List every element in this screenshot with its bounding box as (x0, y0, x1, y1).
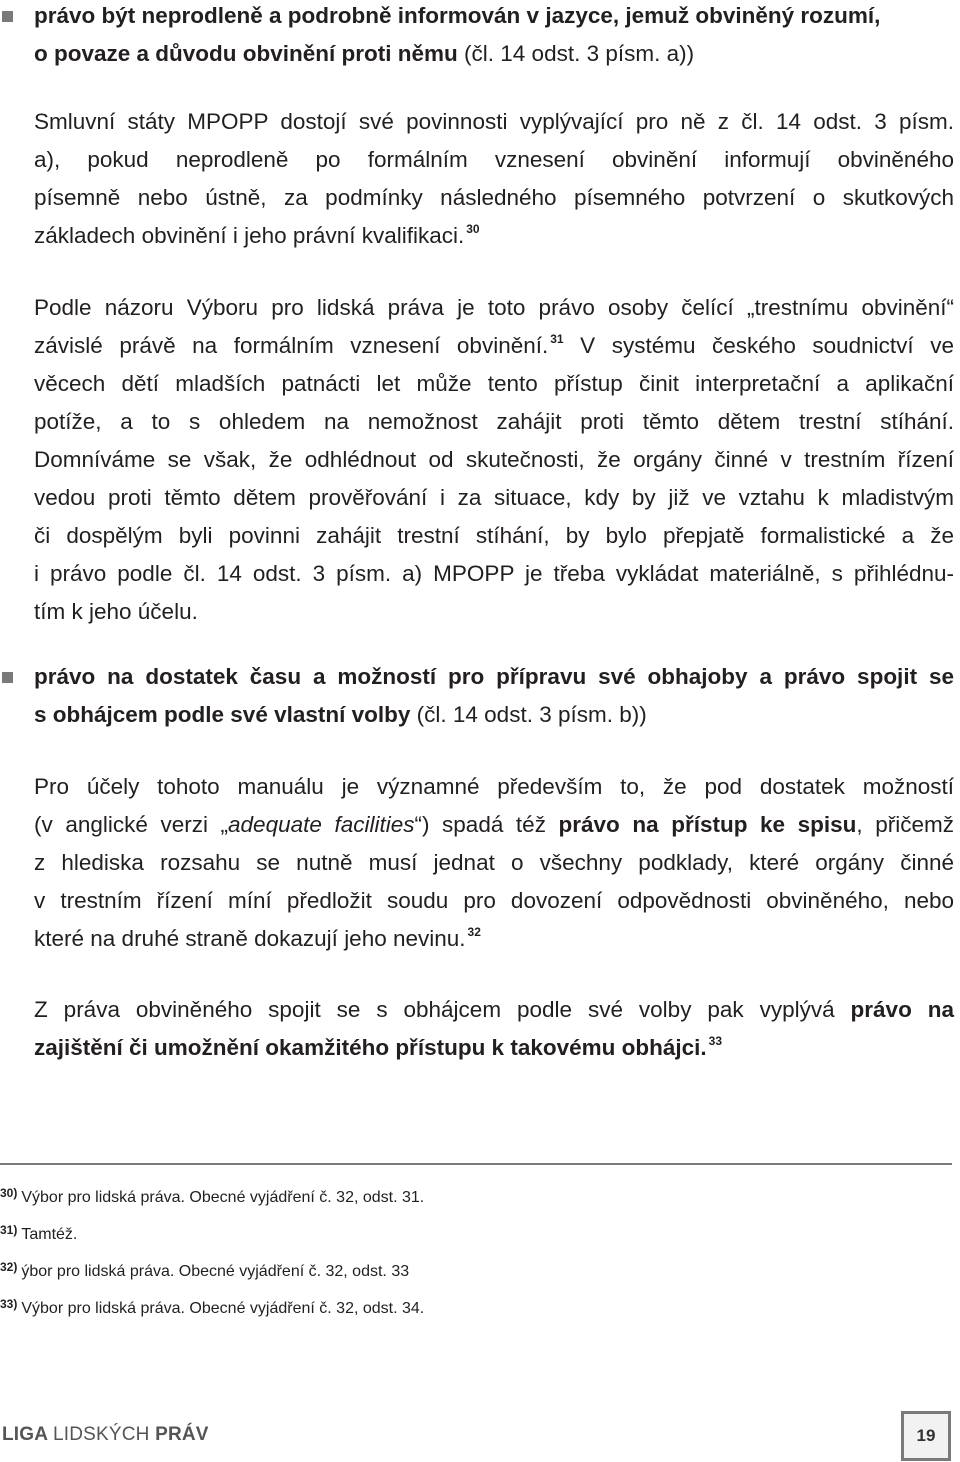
paragraph-line: písemně nebo ústně, za podmínky následného písemného potvrzení o skutkových (34, 185, 954, 210)
paragraph-line: které na druhé straně dokazují jeho nevinu. $^{32}$ (34, 925, 481, 951)
paragraph-line: Pro účely tohoto manuálu je významné především to, že pod dostatek možností (34, 774, 954, 799)
paragraph-4 (34, 991, 954, 1067)
paragraph-line: tím k jeho účelu. (34, 599, 198, 624)
bullet-square-icon (2, 672, 13, 683)
bullet-square-icon (2, 11, 13, 22)
footnote-ref-32: 32 (467, 925, 481, 939)
paragraph-line: zajištění či umožnění okamžitého přístupu k takovému obhájci. $^{33}$ (34, 1034, 722, 1060)
footnote-ref-31: 31 (550, 332, 564, 346)
footnote-ref-33: 33 (708, 1034, 722, 1048)
paragraph-line: Z práva obviněného spojit se s obhájcem podle své volby pak vyplývá právo na (34, 997, 955, 1022)
paragraph-line: z hlediska rozsahu se nutně musí jednat o všechny podklady, které orgány činné (34, 850, 954, 875)
bullet-heading-line: právo na dostatek času a možností pro přípravu své obhajoby a právo spojit se (34, 664, 954, 689)
paragraph-line: i právo podle čl. 14 odst. 3 písm. a) MPOPP je třeba vykládat materiálně, s přihlédnu- (34, 561, 954, 586)
paragraph-line: potíže, a to s ohledem na nemožnost zahájit proti těmto dětem trestní stíhání. (34, 409, 954, 434)
footnote-33: $^{33)}$ Výbor pro lidská práva. Obecné vyjádření č. 32, odst. 34. (0, 1297, 425, 1317)
paragraph-2 (34, 289, 954, 631)
bullet-heading-line: s obhájcem podle své vlastní volby (čl. 14 odst. 3 písm. b)) (34, 702, 647, 727)
page-number: 19 (901, 1411, 951, 1461)
footnote-32: $^{32)}$ ýbor pro lidská práva. Obecné vyjádření č. 32, odst. 33 (0, 1260, 410, 1280)
footnote-divider (0, 1163, 952, 1165)
paragraph-1 (34, 103, 954, 255)
paragraph-line: závislé právě na formálním vznesení obvinění. $^{31}$ V systému českého soudnictví ve (34, 332, 955, 358)
paragraph-line: a), pokud neprodleně po formálním vznesení obvinění informují obviněného (34, 147, 954, 172)
bullet-heading-line: právo být neprodleně a podrobně informován v jazyce, jemuž obviněný rozumí, (34, 3, 881, 28)
footnote-ref-30: 30 (466, 222, 480, 236)
paragraph-line: či dospělým byli povinni zahájit trestní stíhání, by bylo přepjatě formalistické a že (34, 523, 954, 548)
paragraph-line: Podle názoru Výboru pro lidská práva je toto právo osoby čelící „trestnímu obvinění“ (34, 295, 954, 320)
footnote-31: $^{31)}$ Tamtéž. (0, 1223, 78, 1243)
publisher-logo: LIGA LIDSKÝCH PRÁV (2, 1424, 209, 1445)
paragraph-3 (34, 768, 954, 958)
paragraph-line: Domníváme se však, že odhlédnout od skutečnosti, že orgány činné v trestním řízení (34, 447, 954, 472)
footnote-30: $^{30)}$ Výbor pro lidská práva. Obecné vyjádření č. 32, odst. 31. (0, 1186, 425, 1206)
paragraph-line: základech obvinění i jeho právní kvalifikaci. $^{30}$ (34, 222, 480, 248)
bullet-heading-line: o povaze a důvodu obvinění proti němu (čl. 14 odst. 3 písm. a)) (34, 41, 695, 66)
paragraph-line: (v anglické verzi „adequate facilities“) spadá též právo na přístup ke spisu, přičemž (34, 812, 955, 837)
paragraph-line: Smluvní státy MPOPP dostojí své povinnosti vyplývající pro ně z čl. 14 odst. 3 písm. (34, 109, 954, 134)
paragraph-line: v trestním řízení míní předložit soudu pro dovození odpovědnosti obviněného, nebo (34, 888, 954, 913)
paragraph-line: věcech dětí mladších patnácti let může tento přístup činit interpretační a aplikační (34, 371, 954, 396)
paragraph-line: vedou proti těmto dětem prověřování i za situace, kdy by již ve vztahu k mladistvým (34, 485, 954, 510)
